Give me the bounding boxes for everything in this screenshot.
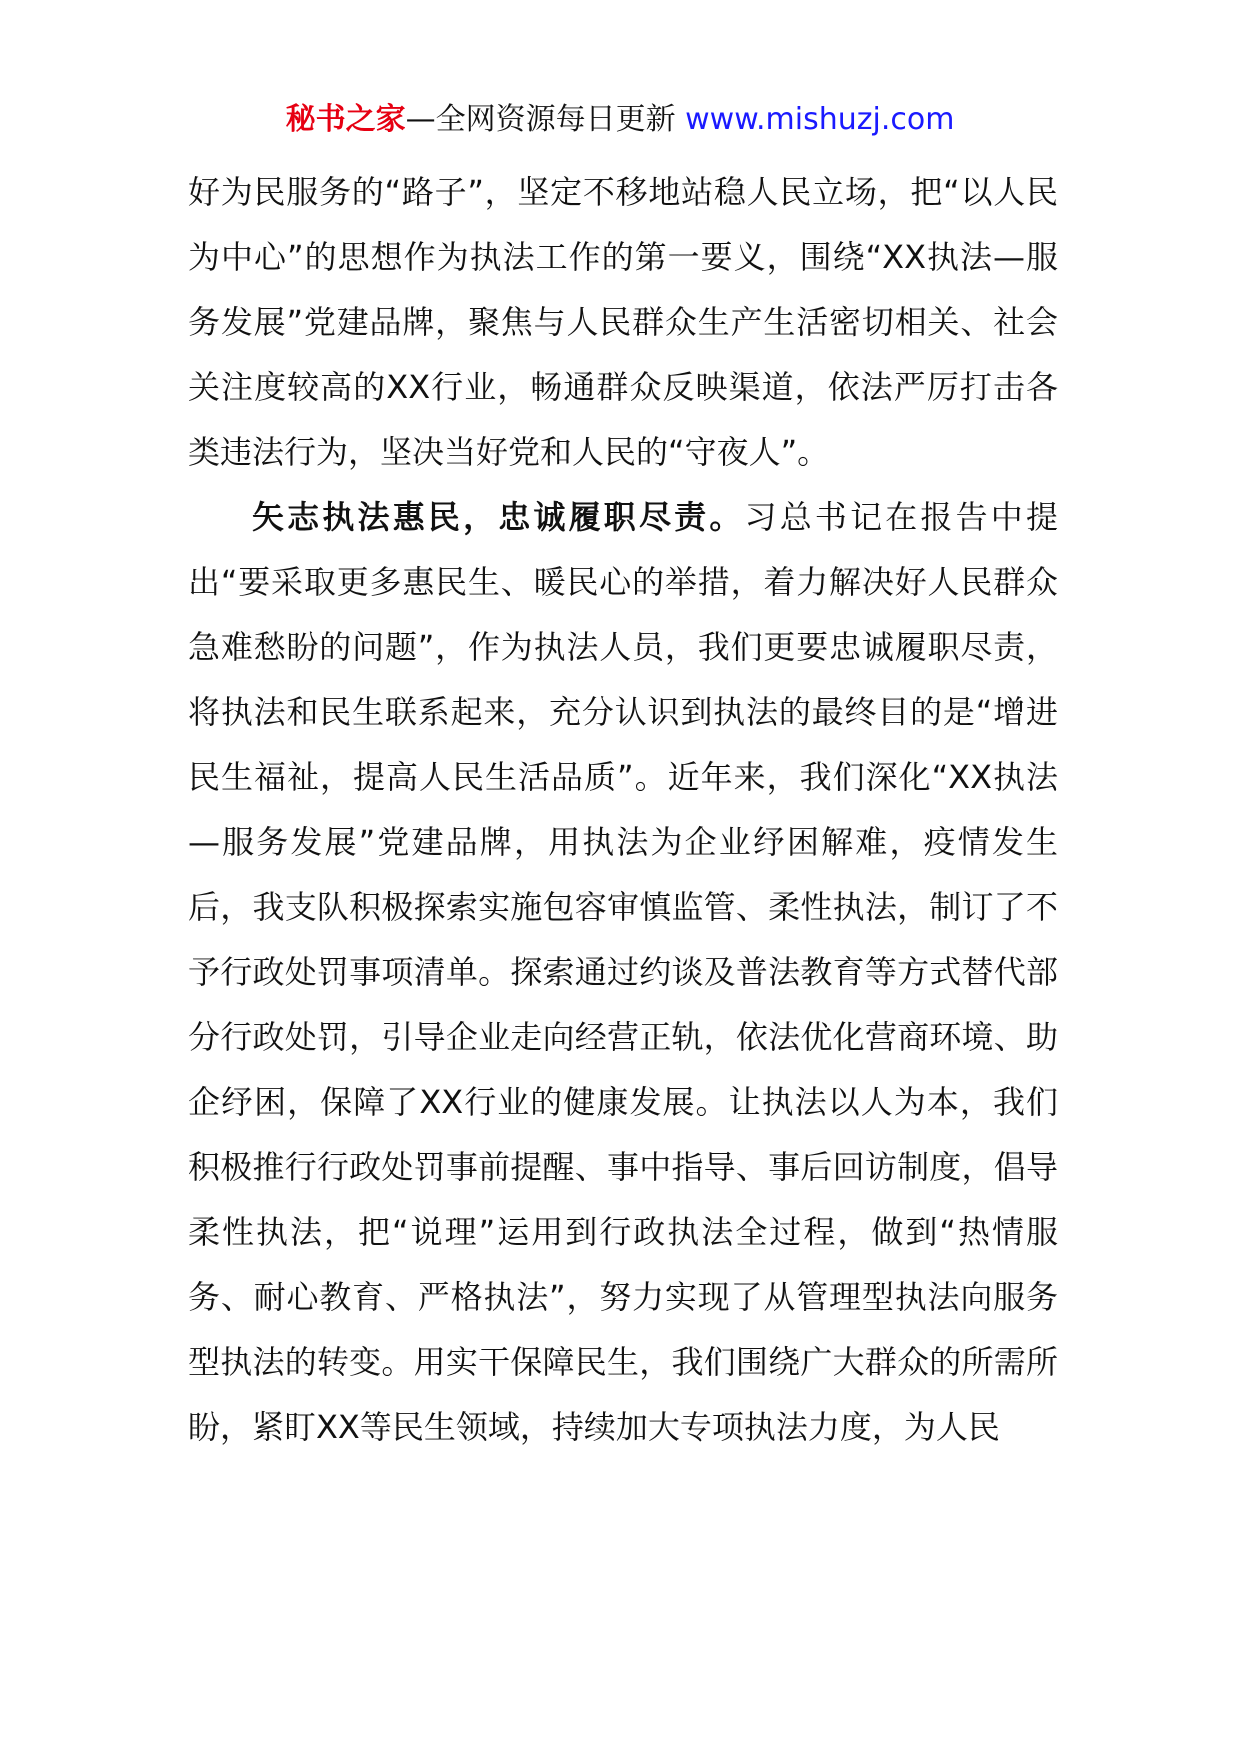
paragraph-heading: 矢志执法惠民，忠诚履职尽责。 [252, 498, 745, 536]
site-header [0, 100, 1240, 140]
brand-name: 秘书之家 [285, 102, 406, 137]
paragraph-text: 好为民服务的“路子”，坚定不移地站稳人民立场，把“以人民为中心”的思想作为执法工作的第一要义，围绕“XX执法—服务发展”党建品牌，聚焦与人民群众生产生活密切相关、社会关注度较高的XX行业，畅通群众反映渠道，依法严厉打击各类违法行为，坚决当好党和人民的“守夜人”。 [188, 173, 1058, 471]
header-tagline: —全网资源每日更新 [405, 102, 686, 137]
paragraph-law-enforcement [188, 485, 1058, 1460]
site-url-link[interactable]: www.mishuzj.com [685, 102, 955, 137]
document-body [188, 160, 1058, 1460]
paragraph-text: 习总书记在报告中提出“要采取更多惠民生、暖民心的举措，着力解决好人民群众急难愁盼的问题”，作为执法人员，我们更要忠诚履职尽责，将执法和民生联系起来，充分认识到执法的最终目的是“增进民生福祉，提高人民生活品质”。近年来，我们深化“XX执法—服务发展”党建品牌，用执法为企业纾困解难，疫情发生后，我支队积极探索实施包容审慎监管、柔性执法，制订了不予行政处罚事项清单。探索通过约谈及普法教育等方式替代部分行政处罚，引导企业走向经营正轨，依法优化营商环境、助企纾困，保障了XX行业的健康发展。让执法以人为本，我们积极推行行政处罚事前提醒、事中指导、事后回访制度，倡导柔性执法，把“说理”运用到行政执法全过程，做到“热情服务、耐心教育、严格执法”，努力实现了从管理型执法向服务型执法的转变。用实干保障民生，我们围绕广大群众的所需所盼，紧盯XX等民生领域，持续加大专项执法力度，为人民 [188, 498, 1058, 1446]
paragraph-continued [188, 160, 1058, 485]
